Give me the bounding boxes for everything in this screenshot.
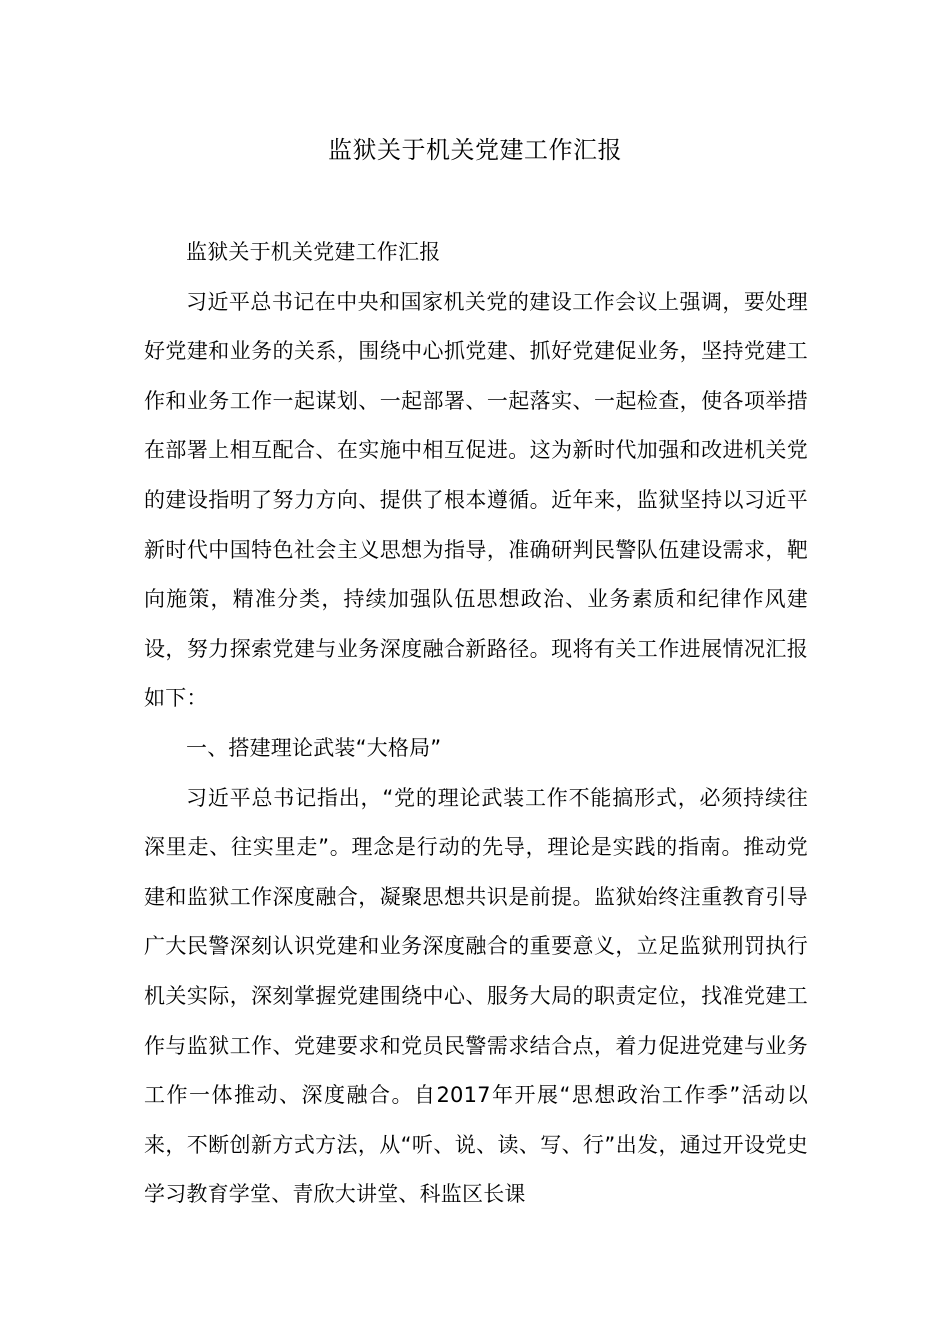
paragraph-section-1: 习近平总书记指出，“党的理论武装工作不能搞形式，必须持续往深里走、往实里走”。理念是行动的先导，理论是实践的指南。推动党建和监狱工作深度融合，凝聚思想共识是前提。监狱始终注重教育引导广大民警深刻认识党建和业务深度融合的重要意义，立足监狱刑罚执行机关实际，深刻掌握党建围绕中心、服务大局的职责定位，找准党建工作与监狱工作、党建要求和党员民警需求结合点，着力促进党建与业务工作一体推动、深度融合。自2017年开展“思想政治工作季”活动以来，不断创新方式方法，从“听、说、读、写、行”出发，通过开设党史学习教育学堂、青欣大讲堂、科监区长课	[144, 785, 808, 1207]
document-body	[144, 228, 808, 1220]
paragraph-subtitle: 监狱关于机关党建工作汇报	[186, 240, 441, 264]
document-title: 监狱关于机关党建工作汇报	[328, 136, 622, 164]
paragraph-intro: 习近平总书记在中央和国家机关党的建设工作会议上强调，要处理好党建和业务的关系，围绕中心抓党建、抓好党建促业务，坚持党建工作和业务工作一起谋划、一起部署、一起落实、一起检查，使各项举措在部署上相互配合、在实施中相互促进。这为新时代加强和改进机关党的建设指明了努力方向、提供了根本遵循。近年来，监狱坚持以习近平新时代中国特色社会主义思想为指导，准确研判民警队伍建设需求，靶向施策，精准分类，持续加强队伍思想政治、业务素质和纪律作风建设，努力探索党建与业务深度融合新路径。现将有关工作进展情况汇报如下：	[144, 289, 808, 711]
section-heading-1: 一、搭建理论武装“大格局”	[186, 735, 442, 760]
